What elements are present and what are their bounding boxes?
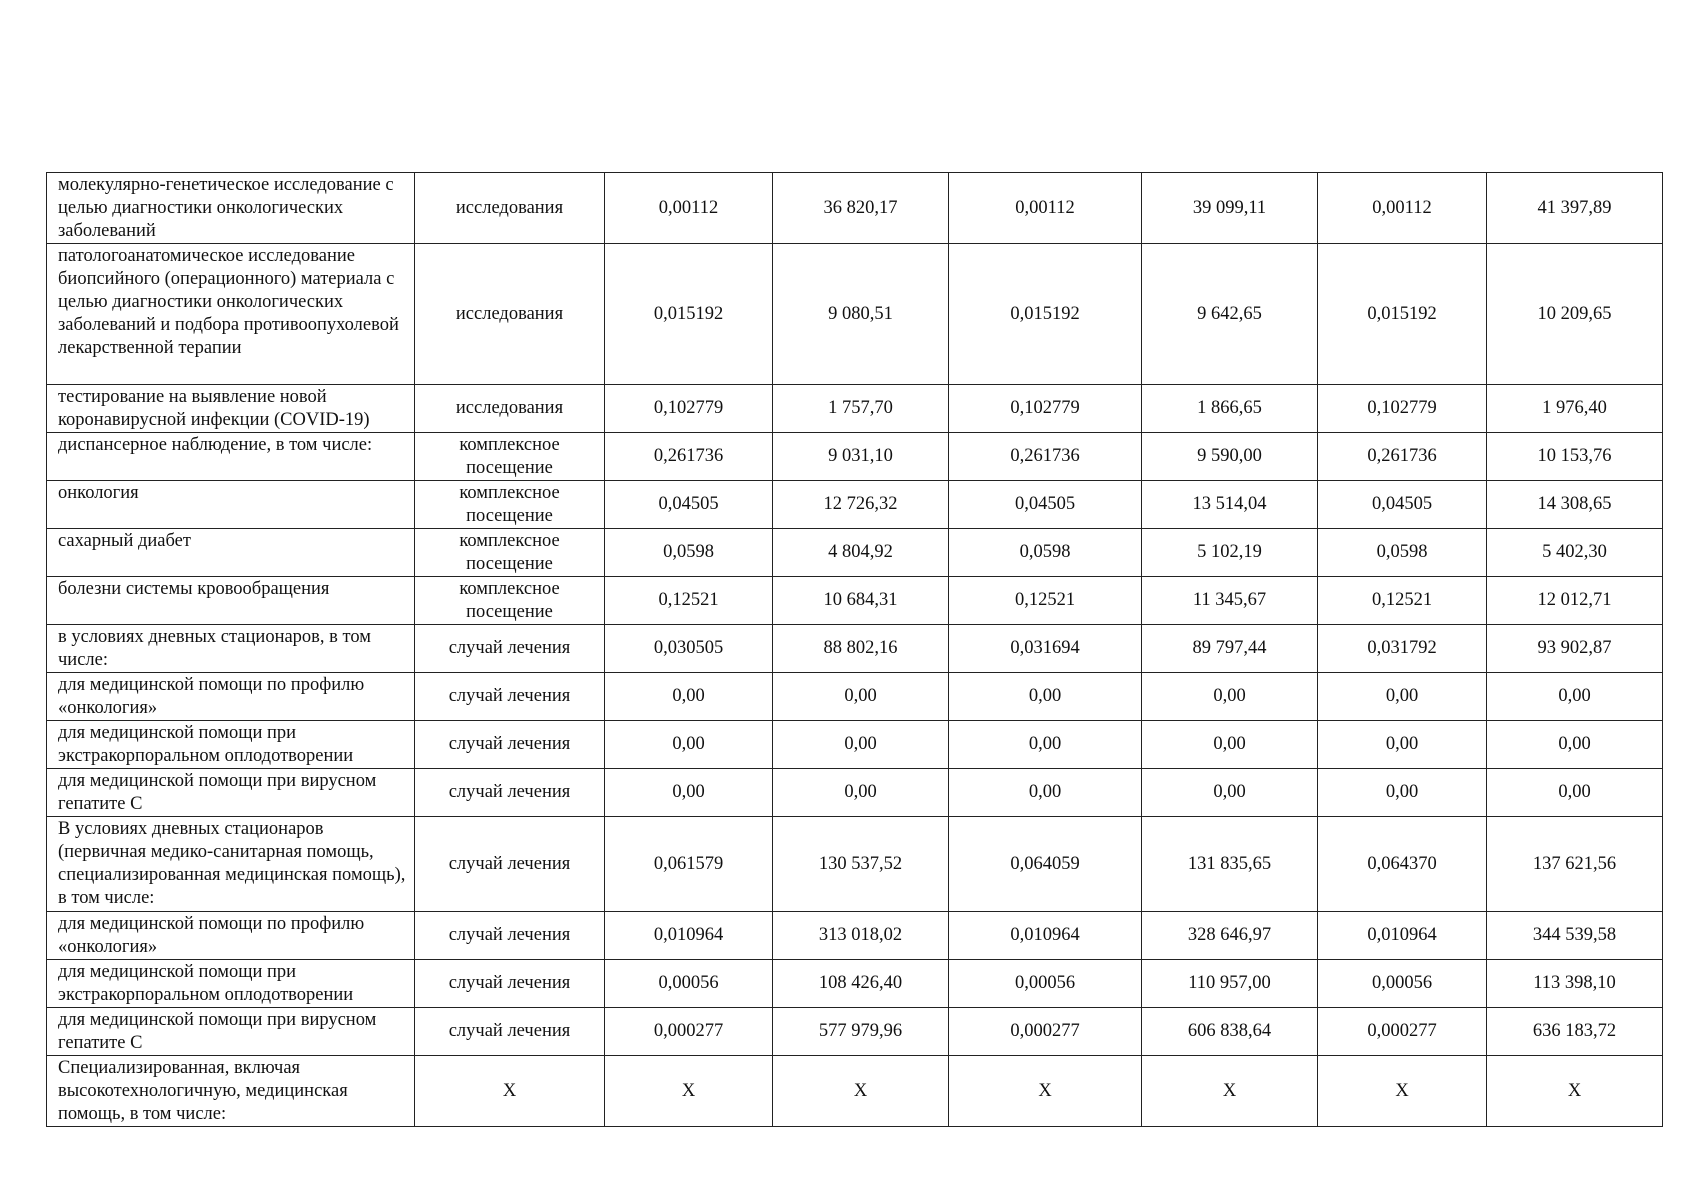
table-row (47, 244, 1663, 385)
indicator-name-cell: молекулярно-генетическое исследование с целью диагностики онкологических заболеваний (47, 173, 415, 244)
cost-2024-cell: 110 957,00 (1142, 960, 1318, 1008)
cost-2025-cell: 0,00 (1487, 673, 1663, 721)
cost-2024-cell: 9 642,65 (1142, 244, 1318, 385)
volume-2025-cell: 0,031792 (1318, 625, 1487, 673)
cost-2025-cell: 5 402,30 (1487, 529, 1663, 577)
volume-2024-cell: X (949, 1056, 1142, 1127)
volume-2024-cell: 0,00 (949, 673, 1142, 721)
indicator-name-cell: В условиях дневных стационаров (первичная медико-санитарная помощь, специализированная медицинская помощь), в том числе: (47, 817, 415, 912)
cost-2024-cell: 328 646,97 (1142, 912, 1318, 960)
unit-cell: случай лечения (415, 673, 605, 721)
unit-cell: случай лечения (415, 960, 605, 1008)
volume-2024-cell: 0,00 (949, 721, 1142, 769)
cost-2024-cell: 39 099,11 (1142, 173, 1318, 244)
volume-2024-cell: 0,015192 (949, 244, 1142, 385)
cost-2024-cell: 131 835,65 (1142, 817, 1318, 912)
volume-2024-cell: 0,031694 (949, 625, 1142, 673)
cost-2025-cell: 0,00 (1487, 769, 1663, 817)
indicator-name-cell: Специализированная, включая высокотехнологичную, медицинская помощь, в том числе: (47, 1056, 415, 1127)
indicator-name-cell: для медицинской помощи при экстракорпоральном оплодотворении (47, 721, 415, 769)
unit-cell: X (415, 1056, 605, 1127)
volume-2025-cell: 0,00 (1318, 721, 1487, 769)
cost-2023-cell: 313 018,02 (773, 912, 949, 960)
cost-2025-cell: 14 308,65 (1487, 481, 1663, 529)
volume-2025-cell: 0,00112 (1318, 173, 1487, 244)
volume-2025-cell: 0,000277 (1318, 1008, 1487, 1056)
cost-2023-cell: 130 537,52 (773, 817, 949, 912)
cost-2025-cell: 10 209,65 (1487, 244, 1663, 385)
table-row (47, 385, 1663, 433)
volume-2025-cell: 0,00056 (1318, 960, 1487, 1008)
cost-2023-cell: 577 979,96 (773, 1008, 949, 1056)
volume-2023-cell: 0,00112 (605, 173, 773, 244)
cost-2023-cell: 0,00 (773, 721, 949, 769)
volume-2024-cell: 0,00112 (949, 173, 1142, 244)
table-row (47, 625, 1663, 673)
cost-2025-cell: 0,00 (1487, 721, 1663, 769)
table-row (47, 721, 1663, 769)
cost-2023-cell: 9 080,51 (773, 244, 949, 385)
volume-2024-cell: 0,010964 (949, 912, 1142, 960)
volume-2023-cell: X (605, 1056, 773, 1127)
cost-2025-cell: 137 621,56 (1487, 817, 1663, 912)
data-table (46, 172, 1663, 1127)
cost-2023-cell: 36 820,17 (773, 173, 949, 244)
table-body (47, 173, 1663, 1127)
volume-2025-cell: 0,010964 (1318, 912, 1487, 960)
volume-2023-cell: 0,00 (605, 769, 773, 817)
table-row (47, 529, 1663, 577)
indicator-name-cell: в условиях дневных стационаров, в том числе: (47, 625, 415, 673)
cost-2024-cell: 0,00 (1142, 673, 1318, 721)
volume-2025-cell: X (1318, 1056, 1487, 1127)
volume-2023-cell: 0,010964 (605, 912, 773, 960)
table-row (47, 673, 1663, 721)
cost-2024-cell: 13 514,04 (1142, 481, 1318, 529)
volume-2024-cell: 0,0598 (949, 529, 1142, 577)
volume-2024-cell: 0,00 (949, 769, 1142, 817)
indicator-name-cell: для медицинской помощи по профилю «онкология» (47, 912, 415, 960)
table-row (47, 577, 1663, 625)
volume-2024-cell: 0,102779 (949, 385, 1142, 433)
unit-cell: комплексное посещение (415, 481, 605, 529)
cost-2023-cell: 108 426,40 (773, 960, 949, 1008)
unit-cell: случай лечения (415, 817, 605, 912)
unit-cell: комплексное посещение (415, 577, 605, 625)
volume-2024-cell: 0,000277 (949, 1008, 1142, 1056)
volume-2023-cell: 0,030505 (605, 625, 773, 673)
cost-2024-cell: 0,00 (1142, 769, 1318, 817)
unit-cell: случай лечения (415, 625, 605, 673)
volume-2023-cell: 0,061579 (605, 817, 773, 912)
cost-2023-cell: 88 802,16 (773, 625, 949, 673)
table-row (47, 1008, 1663, 1056)
cost-2024-cell: 11 345,67 (1142, 577, 1318, 625)
volume-2025-cell: 0,0598 (1318, 529, 1487, 577)
volume-2025-cell: 0,00 (1318, 673, 1487, 721)
indicator-name-cell: для медицинской помощи при экстракорпоральном оплодотворении (47, 960, 415, 1008)
cost-2025-cell: 113 398,10 (1487, 960, 1663, 1008)
indicator-name-cell: болезни системы кровообращения (47, 577, 415, 625)
cost-2023-cell: 10 684,31 (773, 577, 949, 625)
volume-2023-cell: 0,015192 (605, 244, 773, 385)
volume-2024-cell: 0,064059 (949, 817, 1142, 912)
indicator-name-cell: для медицинской помощи при вирусном гепатите С (47, 1008, 415, 1056)
cost-2023-cell: 0,00 (773, 673, 949, 721)
unit-cell: случай лечения (415, 769, 605, 817)
volume-2024-cell: 0,04505 (949, 481, 1142, 529)
cost-2025-cell: 12 012,71 (1487, 577, 1663, 625)
volume-2024-cell: 0,00056 (949, 960, 1142, 1008)
volume-2023-cell: 0,0598 (605, 529, 773, 577)
cost-2023-cell: X (773, 1056, 949, 1127)
cost-2025-cell: 1 976,40 (1487, 385, 1663, 433)
indicator-name-cell: тестирование на выявление новой коронавирусной инфекции (COVID-19) (47, 385, 415, 433)
volume-2023-cell: 0,04505 (605, 481, 773, 529)
unit-cell: исследования (415, 173, 605, 244)
volume-2023-cell: 0,00 (605, 673, 773, 721)
volume-2023-cell: 0,102779 (605, 385, 773, 433)
volume-2025-cell: 0,12521 (1318, 577, 1487, 625)
cost-2023-cell: 4 804,92 (773, 529, 949, 577)
unit-cell: случай лечения (415, 912, 605, 960)
cost-2024-cell: 0,00 (1142, 721, 1318, 769)
cost-2025-cell: 344 539,58 (1487, 912, 1663, 960)
cost-2024-cell: X (1142, 1056, 1318, 1127)
cost-2024-cell: 606 838,64 (1142, 1008, 1318, 1056)
unit-cell: комплексное посещение (415, 529, 605, 577)
volume-2025-cell: 0,102779 (1318, 385, 1487, 433)
cost-2025-cell: 636 183,72 (1487, 1008, 1663, 1056)
indicator-name-cell: сахарный диабет (47, 529, 415, 577)
cost-2025-cell: 41 397,89 (1487, 173, 1663, 244)
volume-2025-cell: 0,00 (1318, 769, 1487, 817)
unit-cell: комплексное посещение (415, 433, 605, 481)
unit-cell: исследования (415, 385, 605, 433)
table-row (47, 769, 1663, 817)
cost-2025-cell: 93 902,87 (1487, 625, 1663, 673)
cost-2024-cell: 1 866,65 (1142, 385, 1318, 433)
volume-2023-cell: 0,00 (605, 721, 773, 769)
table-row (47, 1056, 1663, 1127)
volume-2024-cell: 0,261736 (949, 433, 1142, 481)
cost-2024-cell: 9 590,00 (1142, 433, 1318, 481)
table-row (47, 433, 1663, 481)
volume-2023-cell: 0,00056 (605, 960, 773, 1008)
table-row (47, 960, 1663, 1008)
indicator-name-cell: для медицинской помощи при вирусном гепатите С (47, 769, 415, 817)
unit-cell: исследования (415, 244, 605, 385)
volume-2023-cell: 0,12521 (605, 577, 773, 625)
cost-2024-cell: 5 102,19 (1142, 529, 1318, 577)
volume-2024-cell: 0,12521 (949, 577, 1142, 625)
indicator-name-cell: онкология (47, 481, 415, 529)
cost-2023-cell: 1 757,70 (773, 385, 949, 433)
cost-2023-cell: 0,00 (773, 769, 949, 817)
table-row (47, 912, 1663, 960)
indicator-name-cell: для медицинской помощи по профилю «онкология» (47, 673, 415, 721)
volume-2025-cell: 0,04505 (1318, 481, 1487, 529)
table-row (47, 173, 1663, 244)
unit-cell: случай лечения (415, 721, 605, 769)
cost-2023-cell: 12 726,32 (773, 481, 949, 529)
unit-cell: случай лечения (415, 1008, 605, 1056)
volume-2025-cell: 0,015192 (1318, 244, 1487, 385)
indicator-name-cell: патологоанатомическое исследование биопсийного (операционного) материала с целью диагностики онкологических заболеваний и подбора противоопухолевой лекарственной терапии (47, 244, 415, 385)
volume-2023-cell: 0,000277 (605, 1008, 773, 1056)
volume-2025-cell: 0,064370 (1318, 817, 1487, 912)
table-row (47, 481, 1663, 529)
indicator-name-cell: диспансерное наблюдение, в том числе: (47, 433, 415, 481)
cost-2024-cell: 89 797,44 (1142, 625, 1318, 673)
cost-2025-cell: X (1487, 1056, 1663, 1127)
cost-2025-cell: 10 153,76 (1487, 433, 1663, 481)
table-row (47, 817, 1663, 912)
cost-2023-cell: 9 031,10 (773, 433, 949, 481)
volume-2023-cell: 0,261736 (605, 433, 773, 481)
volume-2025-cell: 0,261736 (1318, 433, 1487, 481)
